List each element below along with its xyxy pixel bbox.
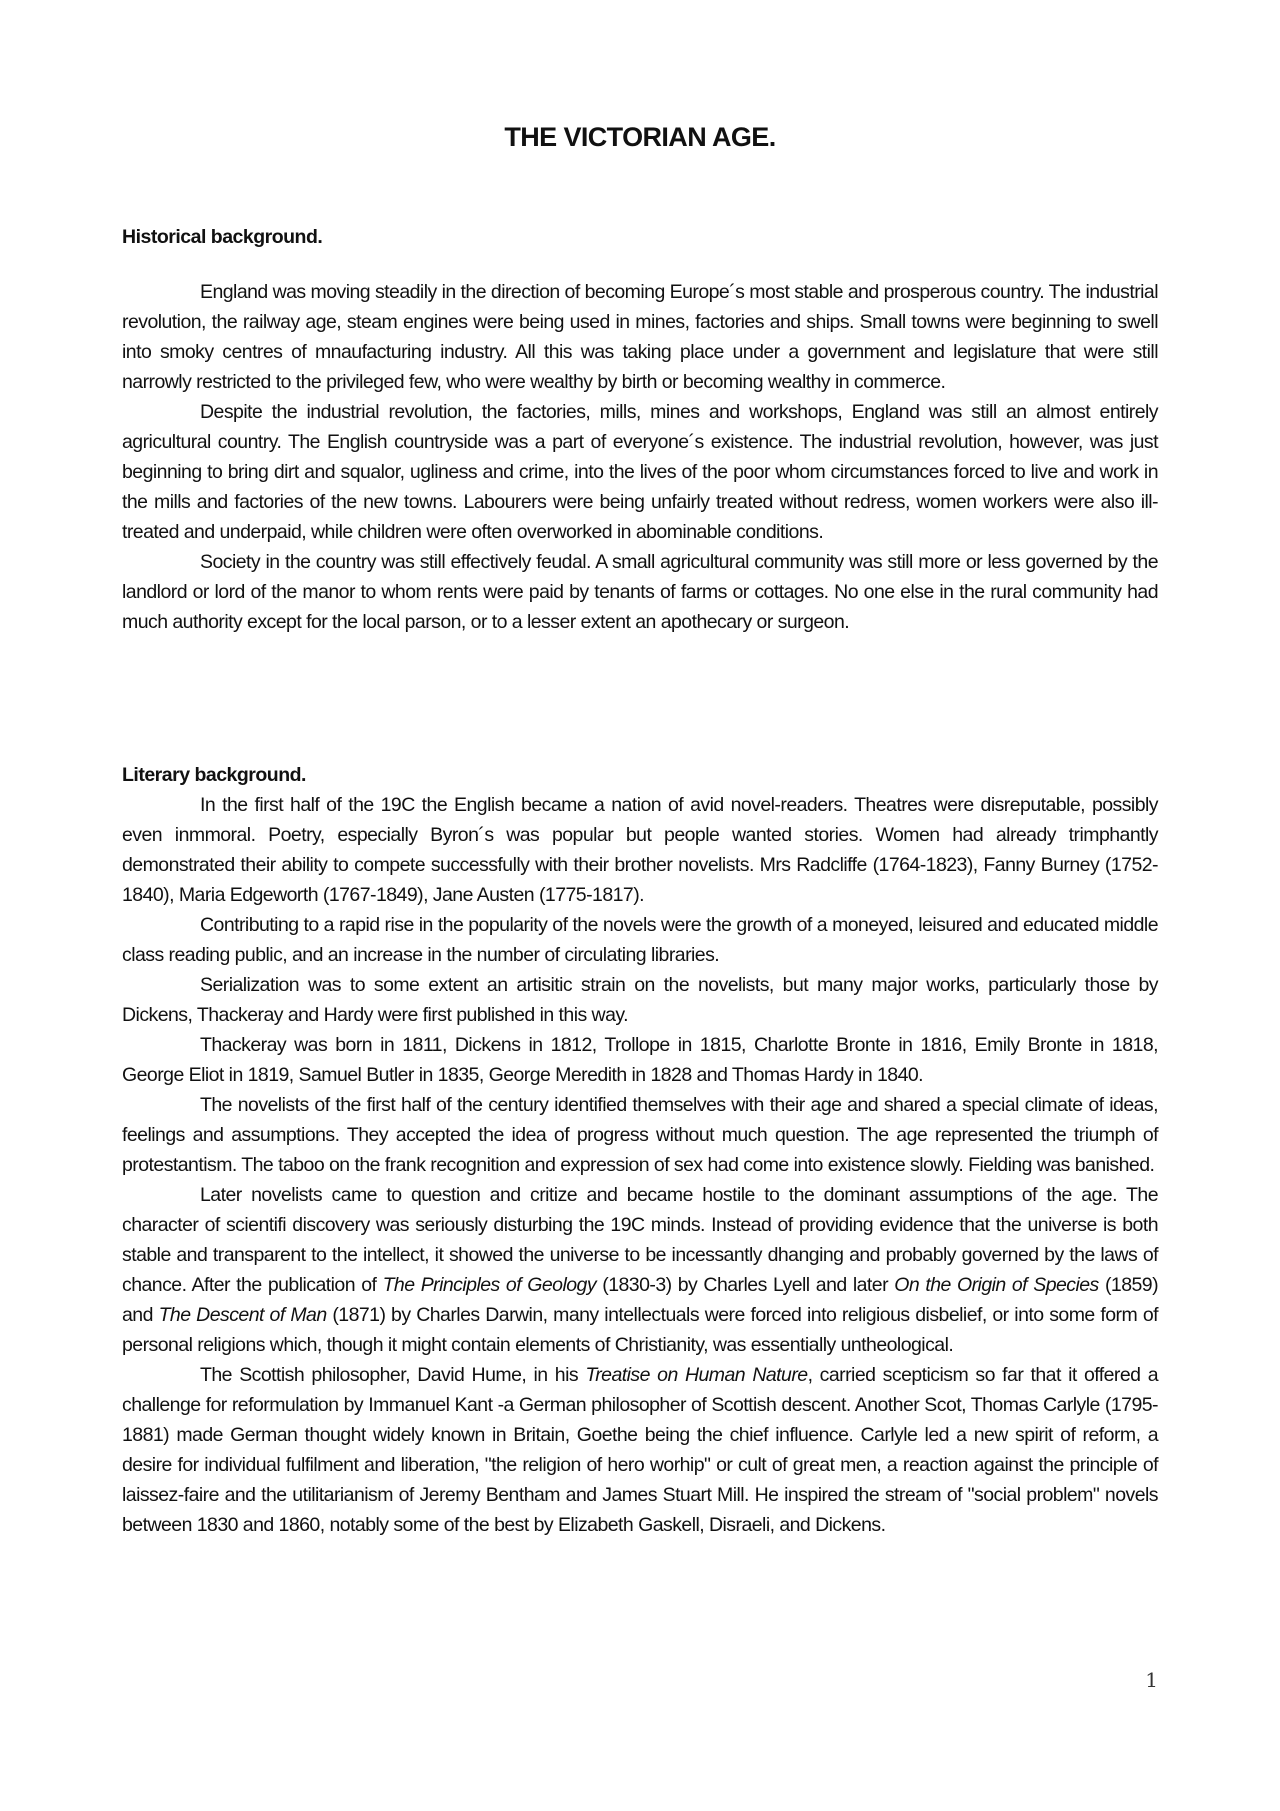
paragraph-text: In the first half of the 19C the English became a nation of avid novel-readers. Theatres were disreputable, possibly even inmmoral. Poetry, especially Byron´s was popular but people wanted stories. Women had already trimphantly demonstrated their ability to compete successfully with their brother novelists. Mrs Radcliffe (1764-1823), Fanny Burney (1752-1840), Maria Edgeworth (1767-1849), Jane Austen (1775-1817). — [122, 794, 1158, 906]
paragraph — [122, 277, 1158, 397]
paragraph — [122, 790, 1158, 910]
paragraph — [122, 397, 1158, 547]
paragraph — [122, 1030, 1158, 1090]
paragraph-text: (1871) by Charles Darwin, many intellectuals were forced into religious disbelief, or into some form of personal religions which, though it might contain elements of Christianity, was essentially untheological. — [122, 1304, 1158, 1356]
paragraph-text: , carried scepticism so far that it offered a challenge for reformulation by Immanuel Kant -a German philosopher of Scottish descent. Another Scot, Thomas Carlyle (1795-1881) made German thought widely known in Britain, Goethe being the chief influence. Carlyle led a new spirit of reform, a desire for individual fulfilment and liberation, "the religion of hero worhip" or cult of great men, a reaction against the principle of laissez-faire and the utilitarianism of Jeremy Bentham and James Stuart Mill. He inspired the stream of "social problem" novels between 1830 and 1860, notably some of the best by Elizabeth Gaskell, Disraeli, and Dickens. — [122, 1364, 1158, 1536]
historical-background-body — [122, 277, 1158, 637]
paragraph-text: Thackeray was born in 1811, Dickens in 1812, Trollope in 1815, Charlotte Bronte in 1816, Emily Bronte in 1818, George Eliot in 1819, Samuel Butler in 1835, George Meredith in 1828 and Thomas Hardy in 1840. — [122, 1034, 1158, 1086]
literary-background-body — [122, 790, 1158, 1540]
paragraph-text: The novelists of the first half of the century identified themselves with their age and shared a special climate of ideas, feelings and assumptions. They accepted the idea of progress without much question. The age represented the triumph of protestantism. The taboo on the frank recognition and expression of sex had come into existence slowly. Fielding was banished. — [122, 1094, 1158, 1176]
paragraph-text: (1859) and — [122, 1274, 1159, 1326]
paragraph-text: Despite the industrial revolution, the factories, mills, mines and workshops, England was still an almost entirely agricultural country. The English countryside was a part of everyone´s existence. The industrial revolution, however, was just beginning to bring dirt and squalor, ugliness and crime, into the lives of the poor whom circumstances forced to live and work in the mills and factories of the new towns. Labourers were being unfairly treated without redress, women workers were also ill-treated and underpaid, while children were often overworked in abominable conditions. — [122, 401, 1158, 543]
paragraph-text: The Scottish philosopher, David Hume, in his — [200, 1364, 586, 1386]
historical-background-heading: Historical background. — [122, 226, 323, 248]
italic-title-text: The Descent of Man — [158, 1304, 327, 1326]
paragraph-text: Society in the country was still effectively feudal. A small agricultural community was still more or less governed by the landlord or lord of the manor to whom rents were paid by tenants of farms or cottages. No one else in the rural community had much authority except for the local parson, or to a lesser extent an apothecary or surgeon. — [122, 551, 1158, 633]
paragraph — [122, 970, 1158, 1030]
paragraph-text: (1830-3) by Charles Lyell and later — [596, 1274, 895, 1296]
page-title: THE VICTORIAN AGE. — [504, 122, 776, 152]
italic-title-text: Treatise on Human Nature — [585, 1364, 808, 1386]
italic-title-text: On the Origin of Species — [894, 1274, 1099, 1296]
paragraph-text: Serialization was to some extent an artisitic strain on the novelists, but many major works, particularly those by Dickens, Thackeray and Hardy were first published in this way. — [122, 974, 1158, 1026]
literary-background-heading: Literary background. — [122, 764, 306, 786]
paragraph-text: England was moving steadily in the direction of becoming Europe´s most stable and prosperous country. The industrial revolution, the railway age, steam engines were being used in mines, factories and ships. Small towns were beginning to swell into smoky centres of mnaufacturing industry. All this was taking place under a government and legislature that were still narrowly restricted to the privileged few, who were wealthy by birth or becoming wealthy in commerce. — [122, 281, 1158, 393]
page-number: 1 — [1145, 1668, 1158, 1692]
paragraph-text: Contributing to a rapid rise in the popularity of the novels were the growth of a moneyed, leisured and educated middle class reading public, and an increase in the number of circulating libraries. — [122, 914, 1158, 966]
paragraph — [122, 1090, 1158, 1180]
paragraph — [122, 1180, 1158, 1360]
italic-title-text: The Principles of Geology — [382, 1274, 597, 1296]
paragraph — [122, 547, 1158, 637]
paragraph — [122, 1360, 1158, 1540]
paragraph — [122, 910, 1158, 970]
paragraph-text: Later novelists came to question and critize and became hostile to the dominant assumptions of the age. The character of scientifi discovery was seriously disturbing the 19C minds. Instead of providing evidence that the universe is both stable and transparent to the intellect, it showed the universe to be incessantly dhanging and probably governed by the laws of chance. After the publication of — [122, 1184, 1158, 1296]
